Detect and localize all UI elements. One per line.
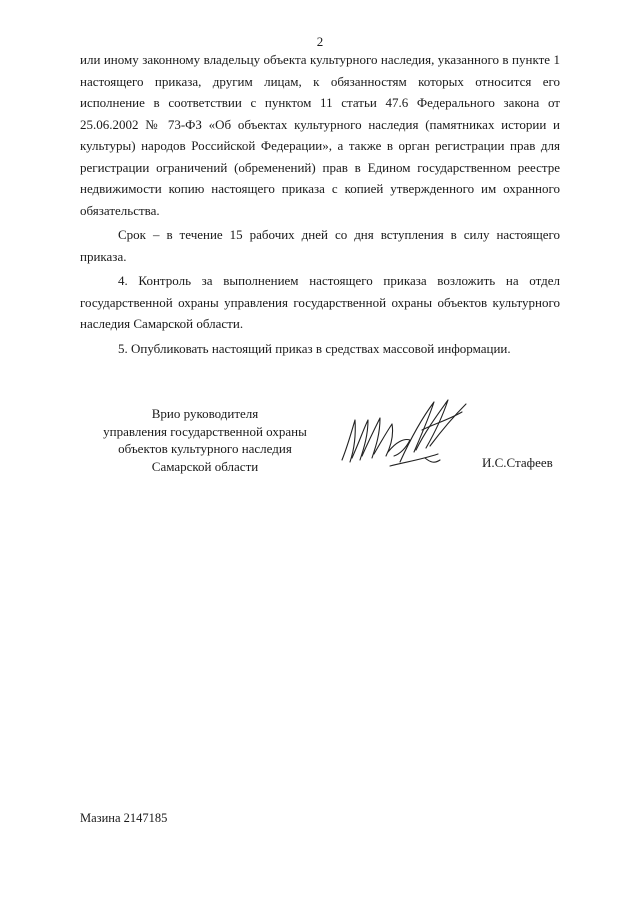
signatory-title (80, 405, 330, 475)
handwritten-signature (330, 390, 480, 480)
signatory-title-line: Самарской области (151, 458, 259, 474)
signatory-title-line: Врио руководителя (151, 406, 259, 421)
paragraph-deadline: Срок – в течение 15 рабочих дней со дня вступления в силу настоящего приказа. (80, 227, 560, 264)
signatory-title-line: объектов культурного наследия (118, 441, 292, 456)
page-number: 2 (316, 34, 324, 49)
signatory-name: И.С.Стафеев (482, 455, 553, 470)
paragraph-continuation: или иному законному владельцу объекта культурного наследия, указанного в пункте 1 настоящего приказа, другим лицам, к обязанностям которых относится его исполнение в соответствии с пунктом 11 статьи 47.6 Федерального закона от 25.06.2002 № 73-ФЗ «Об объектах культурного наследия (памятниках истории и культуры) народов Российской Федерации», а также в орган регистрации прав для регистрации ограничений (обременений) прав в Едином государственном реестре недвижимости копию настоящего приказа с копией утвержденного им охранного обязательства. (80, 52, 560, 218)
paragraph-item-4: 4. Контроль за выполнением настоящего приказа возложить на отдел государственной охраны управления государственной охраны объектов культурного наследия Самарской области. (80, 273, 560, 331)
paragraph-item-5: 5. Опубликовать настоящий приказ в средствах массовой информации. (118, 340, 511, 356)
body-text (80, 49, 560, 359)
executor-info: Мазина 2147185 (80, 811, 168, 825)
signatory-title-line: управления государственной охраны (103, 423, 307, 439)
